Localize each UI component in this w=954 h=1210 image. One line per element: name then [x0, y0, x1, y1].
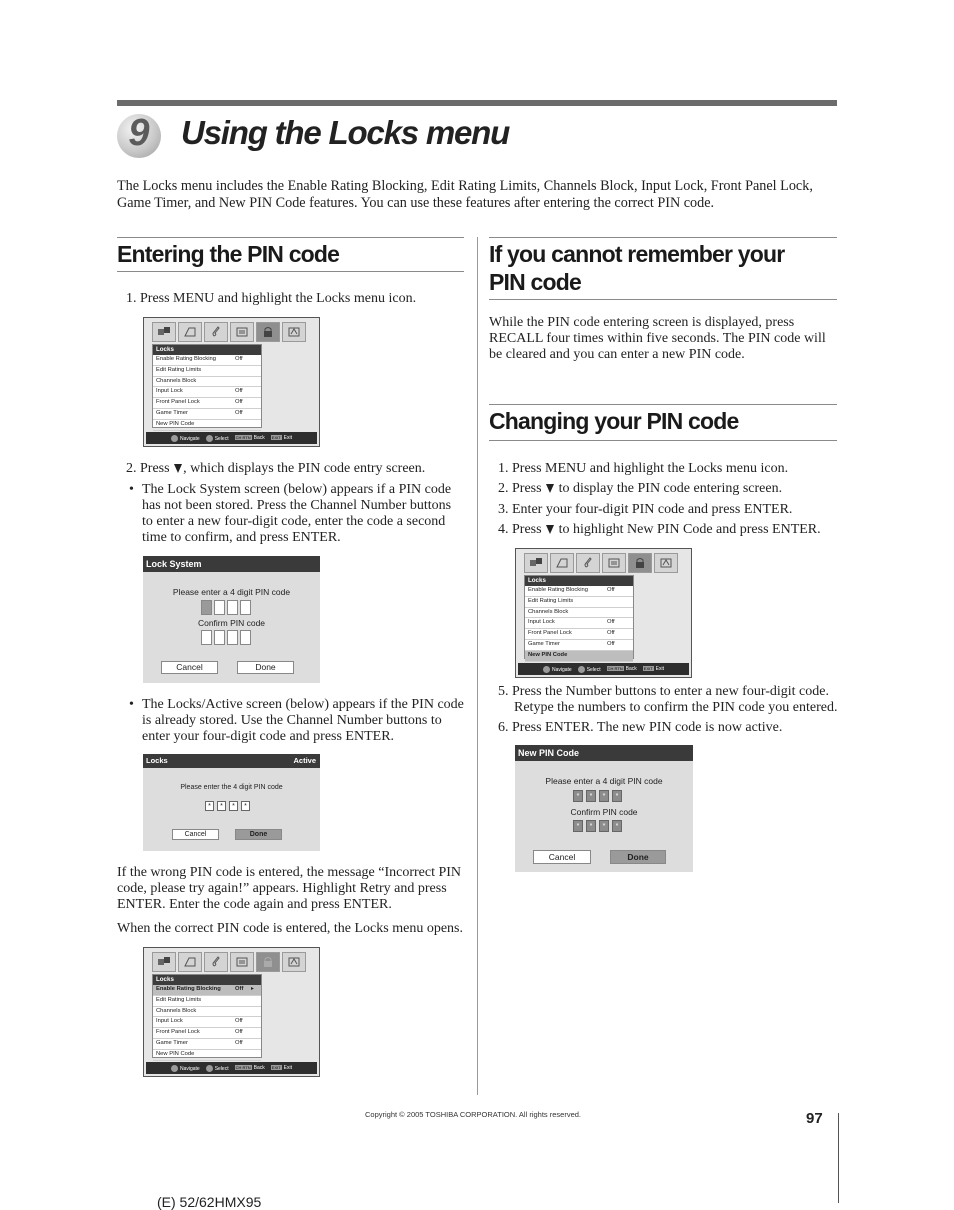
menu-item-new-pin-code[interactable]: New PIN Code: [525, 651, 633, 662]
nav-exit: EXIT Exit: [271, 1065, 293, 1071]
menu-icon-row: [152, 952, 306, 972]
menu-item-enable-rating-blocking[interactable]: Enable Rating Blocking Off: [525, 586, 633, 597]
forgot-pin-paragraph: While the PIN code entering screen is displayed, press RECALL four times within five seconds. The PIN code will be cleared and you can enter a new PIN code.: [489, 315, 826, 362]
new-pin-star-3: *: [599, 790, 609, 802]
navigate-icon: [171, 435, 178, 442]
nav-back: CH RTN Back: [235, 435, 265, 441]
locks-active-screen: [143, 754, 320, 851]
locks-menu-header: Locks: [153, 345, 261, 355]
cancel-button[interactable]: Cancel: [161, 661, 218, 674]
nav-navigate: Navigate: [171, 435, 200, 442]
menu-nav-bar: [146, 1062, 317, 1074]
pin-digit-3[interactable]: [227, 600, 238, 615]
locks-active-title: Locks: [146, 756, 168, 765]
confirm-star-3: *: [599, 820, 609, 832]
menu-nav-bar: [146, 432, 317, 444]
pin-digit-2[interactable]: [214, 600, 225, 615]
pin-star-1: *: [205, 801, 214, 811]
confirm-digit-3[interactable]: [227, 630, 238, 645]
cancel-button[interactable]: Cancel: [172, 829, 219, 840]
right-step-5-cont: Retype the numbers to confirm the PIN code you entered.: [514, 700, 838, 715]
lock-system-title: Lock System: [143, 556, 320, 572]
heading-entering-pin: Entering the PIN code: [117, 241, 340, 267]
locks-menu-screen-1: [143, 317, 320, 447]
page-number: 97: [806, 1110, 823, 1127]
menu-icon-row: [524, 553, 678, 573]
locks-menu-list: [524, 575, 634, 659]
pin-star-2: *: [217, 801, 226, 811]
locks-menu-list: [152, 974, 262, 1058]
cancel-button[interactable]: Cancel: [533, 850, 591, 864]
lock-icon: [256, 952, 280, 972]
section-rule-bottom: [489, 440, 837, 441]
menu-item-edit-rating-limits[interactable]: Edit Rating Limits: [525, 597, 633, 608]
done-button[interactable]: Done: [237, 661, 294, 674]
nav-select: Select: [206, 435, 229, 442]
nav-back: CH RTN Back: [235, 1065, 265, 1071]
menu-item-channels-block[interactable]: Channels Block: [153, 377, 261, 388]
menu-item-channels-block[interactable]: Channels Block: [153, 1007, 261, 1018]
right-step-6: 6. Press ENTER. The new PIN code is now active.: [498, 720, 783, 735]
lock-icon: [256, 322, 280, 342]
select-icon: [206, 1065, 213, 1072]
menu-item-new-pin-code[interactable]: New PIN Code: [153, 1050, 261, 1061]
down-arrow-icon: [546, 525, 554, 534]
left-step-2: 2. Press , which displays the PIN code entry screen.: [126, 461, 426, 476]
nav-exit: EXIT Exit: [271, 435, 293, 441]
locks-menu-list: [152, 344, 262, 428]
top-rule: [117, 100, 837, 106]
audio-icon: [178, 952, 202, 972]
section-rule-top: [117, 237, 464, 238]
confirm-digit-2[interactable]: [214, 630, 225, 645]
pin-star-3: *: [229, 801, 238, 811]
section-rule-bottom: [117, 271, 464, 272]
down-arrow-icon: [174, 464, 182, 473]
new-pin-prompt: Please enter a 4 digit PIN code: [545, 776, 663, 786]
picture-icon: [152, 322, 176, 342]
locks-active-header: [143, 754, 320, 768]
left-step-1: 1. Press MENU and highlight the Locks menu icon.: [126, 291, 417, 306]
page-edge-rule: [838, 1113, 839, 1203]
new-pin-star-4: *: [612, 790, 622, 802]
picture-icon: [152, 952, 176, 972]
menu-item-front-panel-lock[interactable]: Front Panel Lock Off: [525, 629, 633, 640]
lock-system-confirm: Confirm PIN code: [197, 618, 266, 628]
locks-menu-screen-3: [515, 548, 692, 678]
music-note-icon: [204, 952, 228, 972]
locks-active-status: Active: [293, 756, 316, 765]
menu-item-input-lock[interactable]: Input Lock Off: [153, 1017, 261, 1028]
locks-menu-header: Locks: [525, 576, 633, 586]
navigate-icon: [171, 1065, 178, 1072]
page-title: Using the Locks menu: [181, 114, 510, 151]
applications-icon: [654, 553, 678, 573]
audio-icon: [178, 322, 202, 342]
chevron-right-icon: ▸: [251, 986, 254, 992]
model-number: (E) 52/62HMX95: [157, 1194, 262, 1210]
menu-item-game-timer[interactable]: Game Timer Off: [153, 409, 261, 420]
nav-navigate: Navigate: [543, 666, 572, 673]
menu-item-game-timer[interactable]: Game Timer Off: [525, 640, 633, 651]
locks-active-prompt: Please enter the 4 digit PIN code: [180, 784, 283, 791]
section-rule-bottom: [489, 299, 837, 300]
menu-item-new-pin-code[interactable]: New PIN Code: [153, 420, 261, 431]
copyright: Copyright © 2005 TOSHIBA CORPORATION. All rights reserved.: [365, 1110, 582, 1119]
menu-item-channels-block[interactable]: Channels Block: [525, 608, 633, 619]
setup-icon: [602, 553, 626, 573]
picture-icon: [524, 553, 548, 573]
correct-pin-paragraph: When the correct PIN code is entered, the Locks menu opens.: [117, 921, 463, 936]
select-icon: [578, 666, 585, 673]
lock-system-prompt: Please enter a 4 digit PIN code: [172, 587, 291, 597]
locks-menu-screen-2: [143, 947, 320, 1077]
setup-icon: [230, 952, 254, 972]
pin-digit-4[interactable]: [240, 600, 251, 615]
heading-changing-pin: Changing your PIN code: [489, 408, 739, 434]
menu-item-edit-rating-limits[interactable]: Edit Rating Limits: [153, 366, 261, 377]
applications-icon: [282, 322, 306, 342]
confirm-digit-1[interactable]: [201, 630, 212, 645]
confirm-star-4: *: [612, 820, 622, 832]
nav-select: Select: [206, 1065, 229, 1072]
new-pin-title: New PIN Code: [515, 745, 693, 761]
confirm-star-2: *: [586, 820, 596, 832]
new-pin-screen: [515, 745, 693, 872]
right-step-1: 1. Press MENU and highlight the Locks menu icon.: [498, 461, 789, 476]
locks-menu-header: Locks: [153, 975, 261, 985]
pin-star-4: *: [241, 801, 250, 811]
heading-forgot-pin: If you cannot remember your PIN code: [489, 241, 785, 295]
bullet-locks-active: • The Locks/Active screen (below) appears if the PIN code is already stored. Use the Channel Number buttons to enter your four-digit code and press ENTER.: [129, 697, 464, 744]
done-button[interactable]: Done: [610, 850, 666, 864]
lock-icon: [628, 553, 652, 573]
new-pin-star-2: *: [586, 790, 596, 802]
nav-navigate: Navigate: [171, 1065, 200, 1072]
nav-select: Select: [578, 666, 601, 673]
wrong-pin-paragraph: If the wrong PIN code is entered, the message “Incorrect PIN code, please try again!” appears. Highlight Retry and press ENTER. Enter the code again and press ENTER.: [117, 865, 462, 912]
down-arrow-icon: [546, 484, 554, 493]
right-step-3: 3. Enter your four-digit PIN code and press ENTER.: [498, 502, 793, 517]
pin-digit-1[interactable]: [201, 600, 212, 615]
menu-item-front-panel-lock[interactable]: Front Panel Lock Off: [153, 1028, 261, 1039]
setup-icon: [230, 322, 254, 342]
chapter-number: 9: [128, 112, 150, 154]
section-rule-top: [489, 404, 837, 405]
menu-item-input-lock[interactable]: Input Lock Off: [153, 387, 261, 398]
menu-icon-row: [152, 322, 306, 342]
new-pin-confirm: Confirm PIN code: [570, 807, 638, 817]
menu-item-enable-rating-blocking[interactable]: Enable Rating Blocking Off ▸: [153, 985, 261, 996]
menu-item-enable-rating-blocking[interactable]: Enable Rating Blocking Off: [153, 355, 261, 366]
music-note-icon: [204, 322, 228, 342]
column-divider: [477, 237, 478, 1095]
menu-item-front-panel-lock[interactable]: Front Panel Lock Off: [153, 398, 261, 409]
bullet-lock-system: • The Lock System screen (below) appears if a PIN code has not been stored. Press the Channel Number buttons to enter a new four-digit code, enter the code a second time to confirm, and press ENTER.: [129, 482, 452, 545]
music-note-icon: [576, 553, 600, 573]
new-pin-star-1: *: [573, 790, 583, 802]
menu-item-input-lock[interactable]: Input Lock Off: [525, 618, 633, 629]
menu-nav-bar: [518, 663, 689, 675]
audio-icon: [550, 553, 574, 573]
menu-item-edit-rating-limits[interactable]: Edit Rating Limits: [153, 996, 261, 1007]
confirm-digit-4[interactable]: [240, 630, 251, 645]
applications-icon: [282, 952, 306, 972]
nav-back: CH RTN Back: [607, 666, 637, 672]
section-rule-top: [489, 237, 837, 238]
navigate-icon: [543, 666, 550, 673]
nav-exit: EXIT Exit: [643, 666, 665, 672]
done-button[interactable]: Done: [235, 829, 282, 840]
confirm-star-1: *: [573, 820, 583, 832]
right-step-2: 2. Press to display the PIN code entering screen.: [498, 481, 783, 496]
right-step-5: 5. Press the Number buttons to enter a new four-digit code.: [498, 684, 829, 699]
right-step-4: 4. Press to highlight New PIN Code and press ENTER.: [498, 522, 821, 537]
select-icon: [206, 435, 213, 442]
lock-system-screen: [143, 556, 320, 683]
intro-paragraph: The Locks menu includes the Enable Rating Blocking, Edit Rating Limits, Channels Block, Input Lock, Front Panel Lock, Game Timer, and New PIN Code features. You can use these features after entering the correct PIN code.: [117, 178, 813, 211]
menu-item-game-timer[interactable]: Game Timer Off: [153, 1039, 261, 1050]
